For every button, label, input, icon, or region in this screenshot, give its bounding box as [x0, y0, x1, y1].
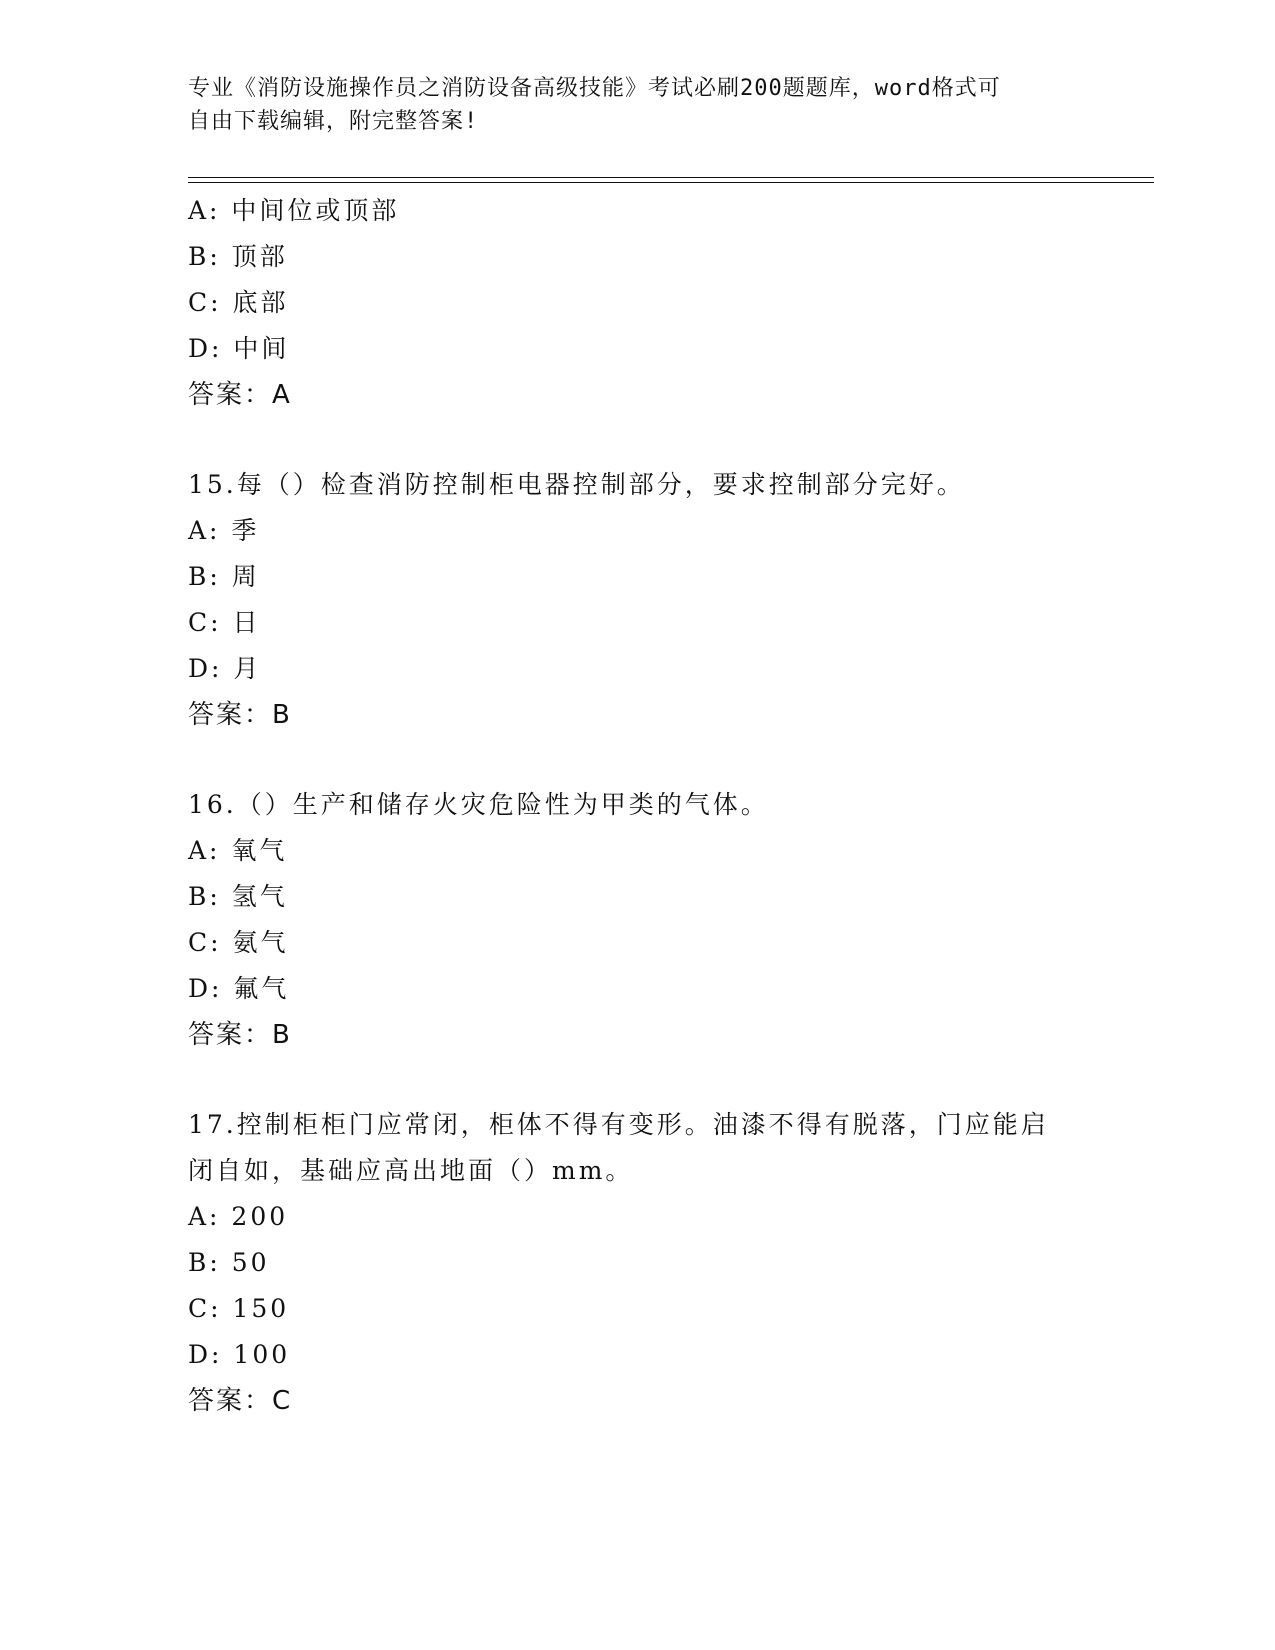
option-d: D: 月: [188, 654, 262, 683]
question-text-line-2: 闭自如，基础应高出地面（）mm。: [188, 1156, 634, 1185]
option-a: A: 氧气: [188, 836, 288, 865]
option-b: B: 氢气: [188, 882, 288, 911]
question-15: [188, 462, 1148, 738]
option-b: B: 顶部: [188, 242, 288, 271]
option-c: C: 氨气: [188, 928, 289, 957]
spacer: [188, 418, 1148, 462]
question-text-line-1: 17.控制柜柜门应常闭，柜体不得有变形。油漆不得有脱落，门应能启: [188, 1110, 1049, 1139]
option-c: C: 150: [188, 1294, 290, 1323]
header-divider-top: [188, 177, 1154, 178]
option-a: A: 中间位或顶部: [188, 196, 400, 225]
answer-line: 答案：B: [188, 1020, 292, 1050]
answer-line: 答案：A: [188, 380, 292, 410]
option-d: D: 100: [188, 1340, 291, 1369]
header-line-2: 自由下载编辑，附完整答案!: [188, 109, 479, 134]
question-text: 16.（）生产和储存火灾危险性为甲类的气体。: [188, 790, 769, 819]
header-line-1: 专业《消防设施操作员之消防设备高级技能》考试必刷200题题库，word格式可: [188, 76, 1001, 101]
option-c: C: 日: [188, 608, 261, 637]
spacer: [188, 1058, 1148, 1102]
question-text: 15.每（）检查消防控制柜电器控制部分，要求控制部分完好。: [188, 470, 965, 499]
question-16: [188, 782, 1148, 1058]
option-d: D: 氟气: [188, 974, 290, 1003]
option-b: B: 50: [188, 1248, 270, 1277]
question-17: [188, 1102, 1148, 1424]
option-a: A: 季: [188, 516, 260, 545]
document-header: [188, 72, 1068, 138]
option-b: B: 周: [188, 562, 260, 591]
option-a: A: 200: [188, 1202, 289, 1231]
header-divider-bottom: [188, 182, 1154, 183]
answer-line: 答案：B: [188, 700, 292, 730]
question-list: [188, 188, 1148, 1424]
option-d: D: 中间: [188, 334, 290, 363]
question-14-continued: [188, 188, 1148, 418]
answer-line: 答案：C: [188, 1386, 293, 1416]
spacer: [188, 738, 1148, 782]
option-c: C: 底部: [188, 288, 289, 317]
